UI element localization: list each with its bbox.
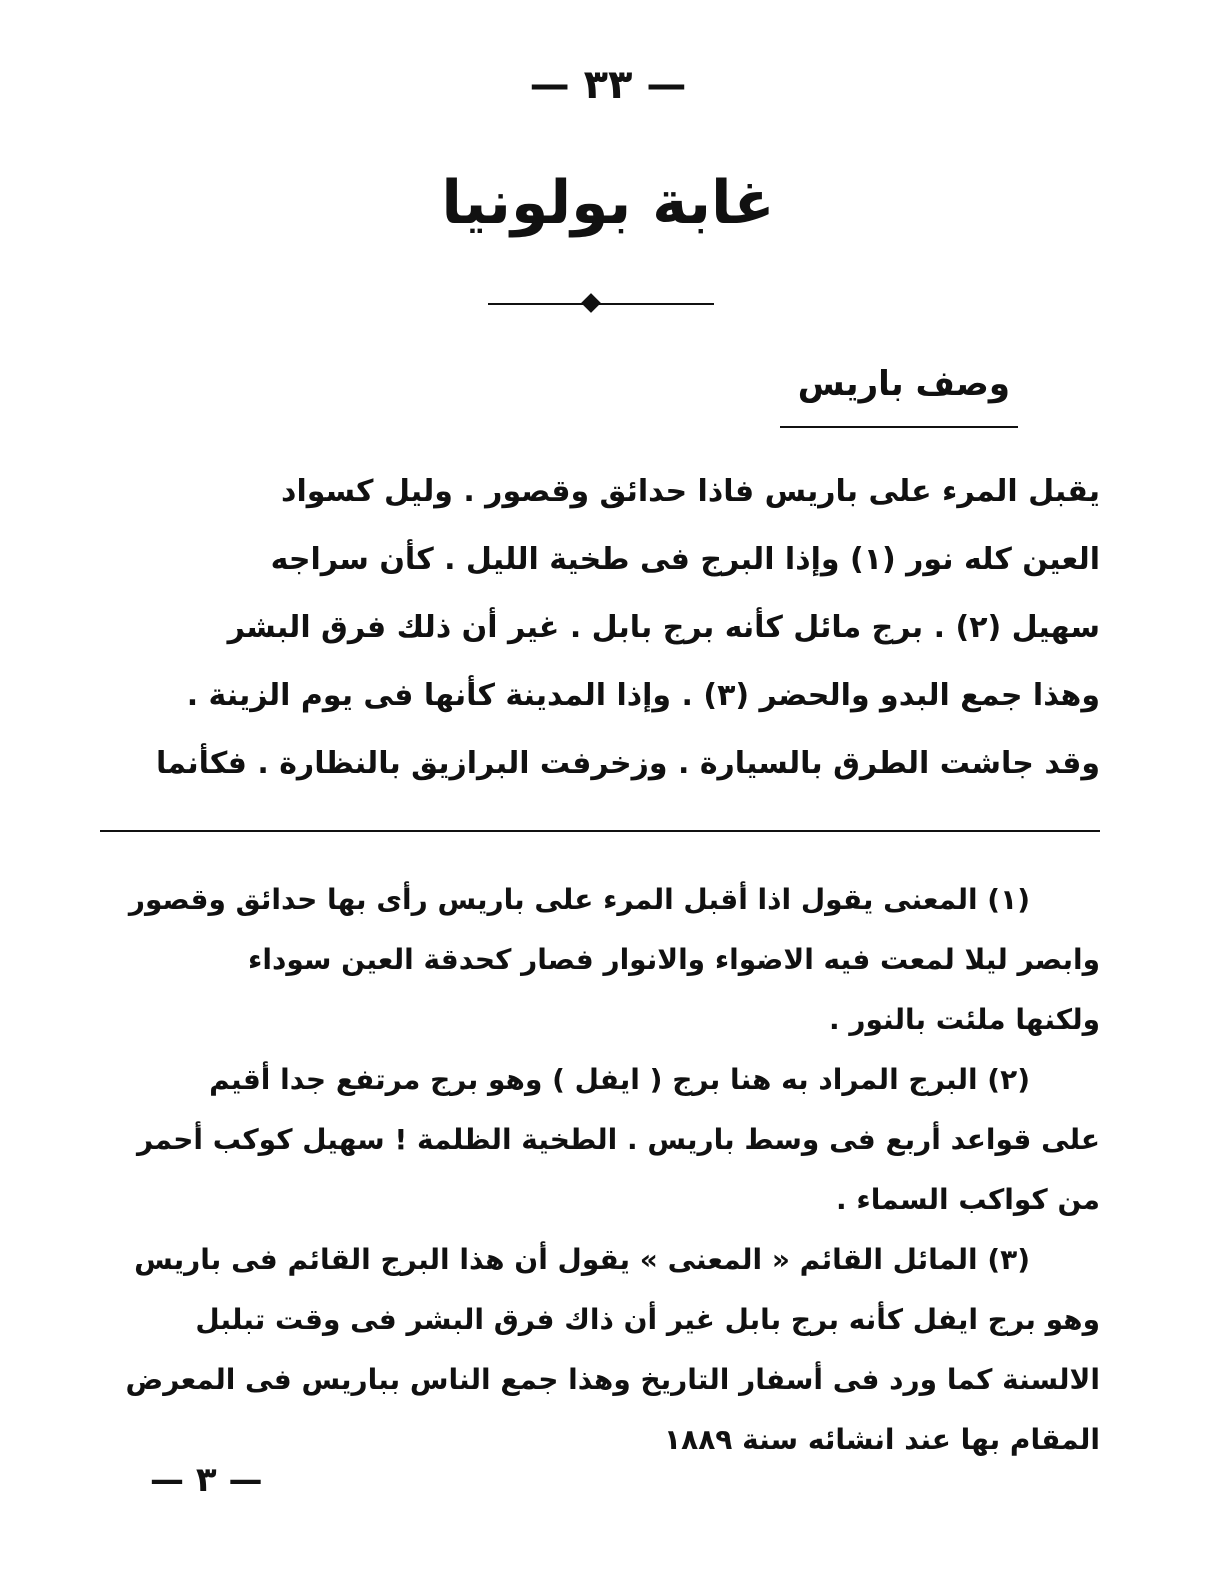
body-line: وقد جاشت الطرق بالسيارة . وزخرفت البرازيق بالنظارة . فكأنما [155, 746, 1100, 781]
footnote-line: وهو برج ايفل كأنه برج بابل غير أن ذاك فرق البشر فى وقت تبلبل [195, 1303, 1100, 1336]
footnote-separator [100, 830, 1100, 832]
footnote-line: وابصر ليلا لمعت فيه الاضواء والانوار فصار كحدقة العين سوداء [248, 943, 1100, 976]
body-line: وهذا جمع البدو والحضر (٣) . وإذا المدينة كأنها فى يوم الزينة . [186, 678, 1100, 713]
footnote-3 [100, 1230, 1100, 1470]
footnote-line: (١) المعنى يقول اذا أقبل المرء على باريس رأى بها حدائق وقصور [128, 883, 1030, 916]
footnote-2 [100, 1050, 1100, 1230]
body-paragraph [100, 458, 1100, 798]
footnote-line: الالسنة كما ورد فى أسفار التاريخ وهذا جمع الناس بباريس فى المعرض [125, 1363, 1100, 1396]
section-heading: وصف باريس [797, 364, 1010, 404]
footnote-1 [100, 870, 1100, 1050]
page-number-top: — ٣٣ — [529, 62, 687, 108]
footnote-line: المقام بها عند انشائه سنة ١٨٨٩ [664, 1423, 1100, 1456]
footnote-line: ولكنها ملئت بالنور . [829, 1003, 1100, 1036]
body-line: العين كله نور (١) وإذا البرج فى طخية الليل . كأن سراجه [270, 542, 1100, 577]
body-line: سهيل (٢) . برج مائل كأنه برج بابل . غير أن ذلك فرق البشر [227, 610, 1100, 645]
footnote-line: على قواعد أربع فى وسط باريس . الطخية الظلمة ! سهيل كوكب أحمر [137, 1123, 1100, 1156]
footnote-line: (٣) المائل القائم « المعنى » يقول أن هذا البرج القائم فى باريس [134, 1243, 1030, 1276]
section-underline [780, 426, 1018, 428]
body-line: يقبل المرء على باريس فاذا حدائق وقصور . وليل كسواد [281, 474, 1100, 509]
footnote-line: (٢) البرج المراد به هنا برج ( ايفل ) وهو برج مرتفع جدا أقيم [209, 1063, 1030, 1096]
footnote-line: من كواكب السماء . [836, 1183, 1100, 1216]
title-ornament [488, 302, 714, 306]
chapter-title: غابة بولونيا [441, 168, 775, 238]
footnotes [100, 870, 1100, 1470]
page-number-bottom: — ٣ — [150, 1460, 263, 1500]
